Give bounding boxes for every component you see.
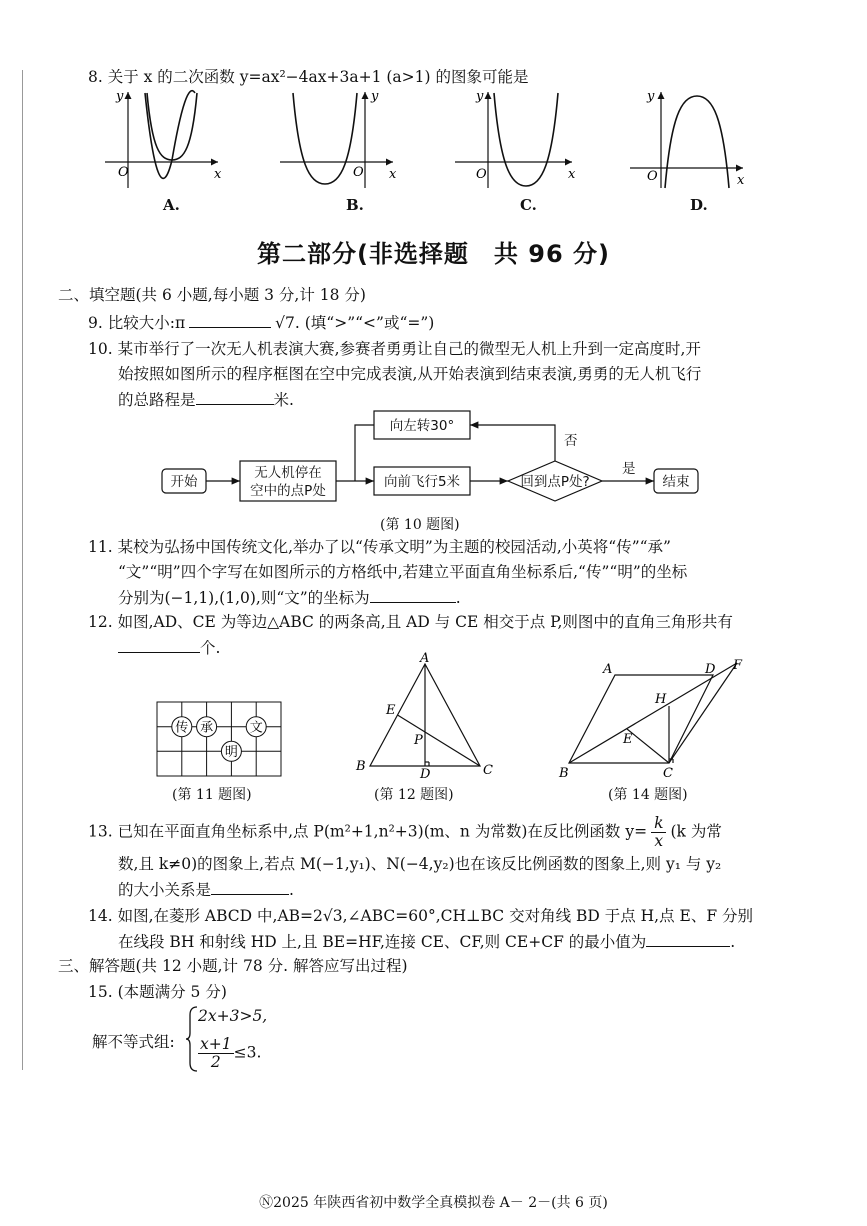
q13-line2: 数,且 k≠0)的图象上,若点 M(−1,y₁)、N(−4,y₂)也在该反比例函数的图象上,则 y₁ 与 y₂ — [118, 855, 722, 873]
origin-label: O — [118, 165, 129, 180]
svg-text:A: A — [603, 662, 613, 677]
svg-text:承: 承 — [200, 720, 214, 736]
option-d-label: D. — [690, 196, 708, 214]
svg-text:P: P — [414, 733, 423, 748]
svg-text:y: y — [647, 89, 655, 104]
svg-text:B: B — [559, 766, 569, 781]
svg-text:E: E — [386, 703, 396, 718]
q15-ineq2: $\frac{x+1}{2}$ ≤3. — [200, 1035, 262, 1071]
q12-answer-blank — [118, 636, 200, 653]
svg-text:x: x — [214, 167, 222, 182]
graph-b — [280, 89, 397, 188]
svg-text:D: D — [705, 662, 716, 677]
q10-line1: 10. 某市举行了一次无人机表演大赛,参赛者勇勇让自己的微型无人机上升到一定高度时,开 — [88, 340, 701, 358]
q12-line2: 个. — [118, 636, 220, 659]
svg-text:C: C — [663, 766, 673, 781]
svg-text:O: O — [353, 165, 364, 180]
svg-text:是: 是 — [622, 461, 636, 477]
svg-text:空中的点P处: 空中的点P处 — [250, 483, 326, 499]
q10-answer-blank — [196, 388, 274, 405]
svg-text:x: x — [737, 173, 745, 188]
svg-text:E: E — [623, 732, 633, 747]
graph-d — [630, 89, 745, 188]
svg-text:B: B — [356, 759, 366, 774]
svg-text:结束: 结束 — [662, 474, 690, 490]
option-b-label: B. — [346, 196, 364, 214]
q10-line3: 的总路程是 米. — [118, 388, 294, 411]
svg-text:y: y — [476, 89, 484, 104]
fig11-grid — [155, 700, 285, 780]
svg-text:否: 否 — [564, 433, 578, 449]
q15-ineq1: 2x+3>5, — [198, 1007, 268, 1025]
q14-answer-blank — [646, 930, 730, 947]
q15-lead: 解不等式组: — [92, 1033, 175, 1051]
svg-text:向前飞行5米: 向前飞行5米 — [383, 474, 461, 490]
fig14-rhombus — [555, 655, 755, 785]
q15-fraction: $\frac{x+1}{2}$ — [200, 1035, 232, 1071]
q11-line3: 分别为(−1,1),(1,0),则“文”的坐标为 . — [118, 586, 461, 609]
q14-line2: 在线段 BH 和射线 HD 上,且 BE=HF,连接 CE、CF,则 CE+CF 的最小值为 . — [118, 930, 735, 953]
fig12-caption: (第 12 题图) — [374, 787, 454, 803]
svg-text:O: O — [476, 167, 487, 182]
fig11-chars — [172, 717, 266, 762]
fig11-caption: (第 11 题图) — [172, 787, 252, 803]
q8-graphs — [100, 88, 760, 193]
svg-text:y: y — [116, 89, 124, 104]
q13-fraction: $\frac{k}{x}$ — [651, 815, 666, 850]
option-a-label: A. — [163, 196, 180, 214]
svg-text:A: A — [420, 651, 430, 666]
svg-text:开始: 开始 — [170, 474, 198, 490]
svg-text:y: y — [371, 89, 379, 104]
graph-c — [455, 89, 576, 188]
fig12-triangle — [350, 650, 500, 780]
q13-answer-blank — [211, 878, 289, 895]
option-c-label: C. — [520, 196, 537, 214]
svg-text:x: x — [568, 167, 576, 182]
q10-line2: 始按照如图所示的程序框图在空中完成表演,从开始表演到结束表演,勇勇的无人机飞行 — [118, 365, 702, 383]
q9: 9. 比较大小:π √7. (填“>”“<”或“=”) — [88, 311, 434, 334]
q8-text: 8. 关于 x 的二次函数 y=ax²−4ax+3a+1 (a>1) 的图象可能是 — [88, 68, 529, 86]
svg-text:O: O — [647, 169, 658, 184]
section2-heading: 二、填空题(共 6 小题,每小题 3 分,计 18 分) — [58, 286, 366, 304]
page-footer: Ⓝ2025 年陕西省初中数学全真模拟卷 A－ 2－(共 6 页) — [259, 1195, 608, 1211]
svg-text:向左转30°: 向左转30° — [389, 418, 455, 434]
q15-brace — [185, 1005, 199, 1073]
svg-text:文: 文 — [249, 720, 263, 736]
section3-heading: 三、解答题(共 12 小题,计 78 分. 解答应写出过程) — [58, 957, 408, 975]
q14-line1: 14. 如图,在菱形 ABCD 中,AB=2√3,∠ABC=60°,CH⊥BC 交对角线 BD 于点 H,点 E、F 分别 — [88, 907, 754, 925]
q9-answer-blank — [189, 311, 271, 328]
binding-line — [22, 70, 23, 1070]
q11-answer-blank — [370, 586, 456, 603]
svg-text:明: 明 — [224, 745, 238, 760]
q13-line3: 的大小关系是 . — [118, 878, 294, 901]
part2-title: 第二部分(非选择题 共 96 分) — [256, 240, 611, 268]
svg-text:H: H — [655, 692, 667, 707]
q15-title: 15. (本题满分 5 分) — [88, 983, 227, 1001]
svg-text:D: D — [420, 767, 431, 780]
q12-line1: 12. 如图,AD、CE 为等边△ABC 的两条高,且 AD 与 CE 相交于点 P,则图中的直角三角形共有 — [88, 613, 733, 631]
svg-text:C: C — [483, 763, 493, 778]
q10-flowchart — [150, 405, 720, 515]
q13-line1: 13. 已知在平面直角坐标系中,点 P(m²+1,n²+3)(m、n 为常数)在反比例函数 y= $\frac{k}{x}$ (k 为常 — [88, 814, 722, 850]
svg-text:回到点P处?: 回到点P处? — [520, 474, 590, 490]
svg-text:无人机停在: 无人机停在 — [254, 465, 322, 481]
svg-text:传: 传 — [175, 720, 189, 736]
graph-a — [105, 89, 222, 188]
svg-text:x: x — [389, 167, 397, 182]
q11-line2: “文”“明”四个字写在如图所示的方格纸中,若建立平面直角坐标系后,“传”“明”的坐标 — [118, 563, 688, 581]
q11-line1: 11. 某校为弘扬中国传统文化,举办了以“传承文明”为主题的校园活动,小英将“传”“承” — [88, 538, 671, 556]
fig14-caption: (第 14 题图) — [608, 787, 688, 803]
q10-caption: (第 10 题图) — [380, 517, 460, 533]
svg-text:F: F — [733, 658, 743, 673]
